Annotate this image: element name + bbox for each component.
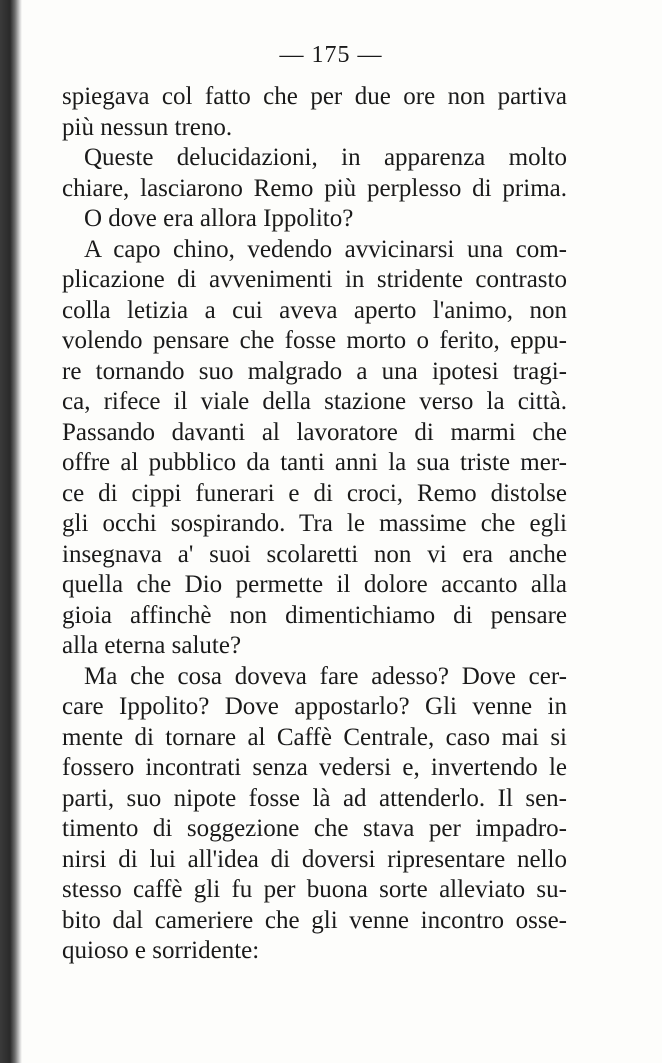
text-line: offre al pubblico da tanti anni la sua triste mer- (62, 449, 567, 476)
text-line: plicazione di avvenimenti in stridente contrasto (62, 266, 567, 293)
text-line: insegnava a' suoi scolaretti non vi era anche (62, 540, 567, 568)
text-line: timento di soggezione che stava per impadro- (62, 815, 567, 842)
book-binding-edge (0, 0, 22, 1063)
text-line: alla eterna salute? (62, 632, 242, 659)
text-line: mente di tornare al Caffè Centrale, caso mai si (62, 723, 567, 751)
text-line: quella che Dio permette il dolore accanto alla (62, 571, 567, 598)
text-line: più nessun treno. (62, 113, 233, 141)
text-line: parti, suo nipote fosse là ad attenderlo. Il sen- (62, 784, 567, 812)
text-line: care Ippolito? Dove appostarlo? Gli venne in (62, 693, 567, 720)
text-line: stesso caffè gli fu per buona sorte alleviato su- (62, 876, 567, 903)
page-number: — 175 — (279, 42, 383, 68)
text-line: O dove era allora Ippolito? (84, 205, 354, 232)
text-line: Passando davanti al lavoratore di marmi che (62, 418, 567, 446)
body-text (62, 82, 567, 967)
text-line: bito dal cameriere che gli venne incontro osse- (62, 906, 567, 934)
text-line: colla letizia a cui aveva aperto l'animo, non (62, 296, 567, 324)
text-line: Ma che cosa doveva fare adesso? Dove cer- (84, 662, 567, 690)
text-line: nirsi di lui all'idea di doversi ripresentare nello (62, 845, 567, 873)
text-line: ca, rifece il viale della stazione verso la città. (62, 388, 567, 415)
text-line: quioso e sorridente: (62, 937, 260, 964)
text-line: chiare, lasciarono Remo più perplesso di prima. (62, 174, 567, 202)
text-line: re tornando suo malgrado a una ipotesi tragi- (62, 357, 567, 385)
text-line: ce di cippi funerari e di croci, Remo distolse (62, 479, 567, 507)
text-line: gioia affinchè non dimentichiamo di pensare (62, 601, 567, 629)
text-line: fossero incontrati senza vedersi e, invertendo le (62, 754, 567, 781)
text-line: volendo pensare che fosse morto o ferito, eppu- (62, 327, 567, 354)
text-line: gli occhi sospirando. Tra le massime che egli (62, 510, 567, 537)
text-line: A capo chino, vedendo avvicinarsi una com- (84, 235, 567, 263)
text-line: spiegava col fatto che per due ore non partiva (62, 83, 567, 110)
text-line: Queste delucidazioni, in apparenza molto (84, 144, 567, 171)
